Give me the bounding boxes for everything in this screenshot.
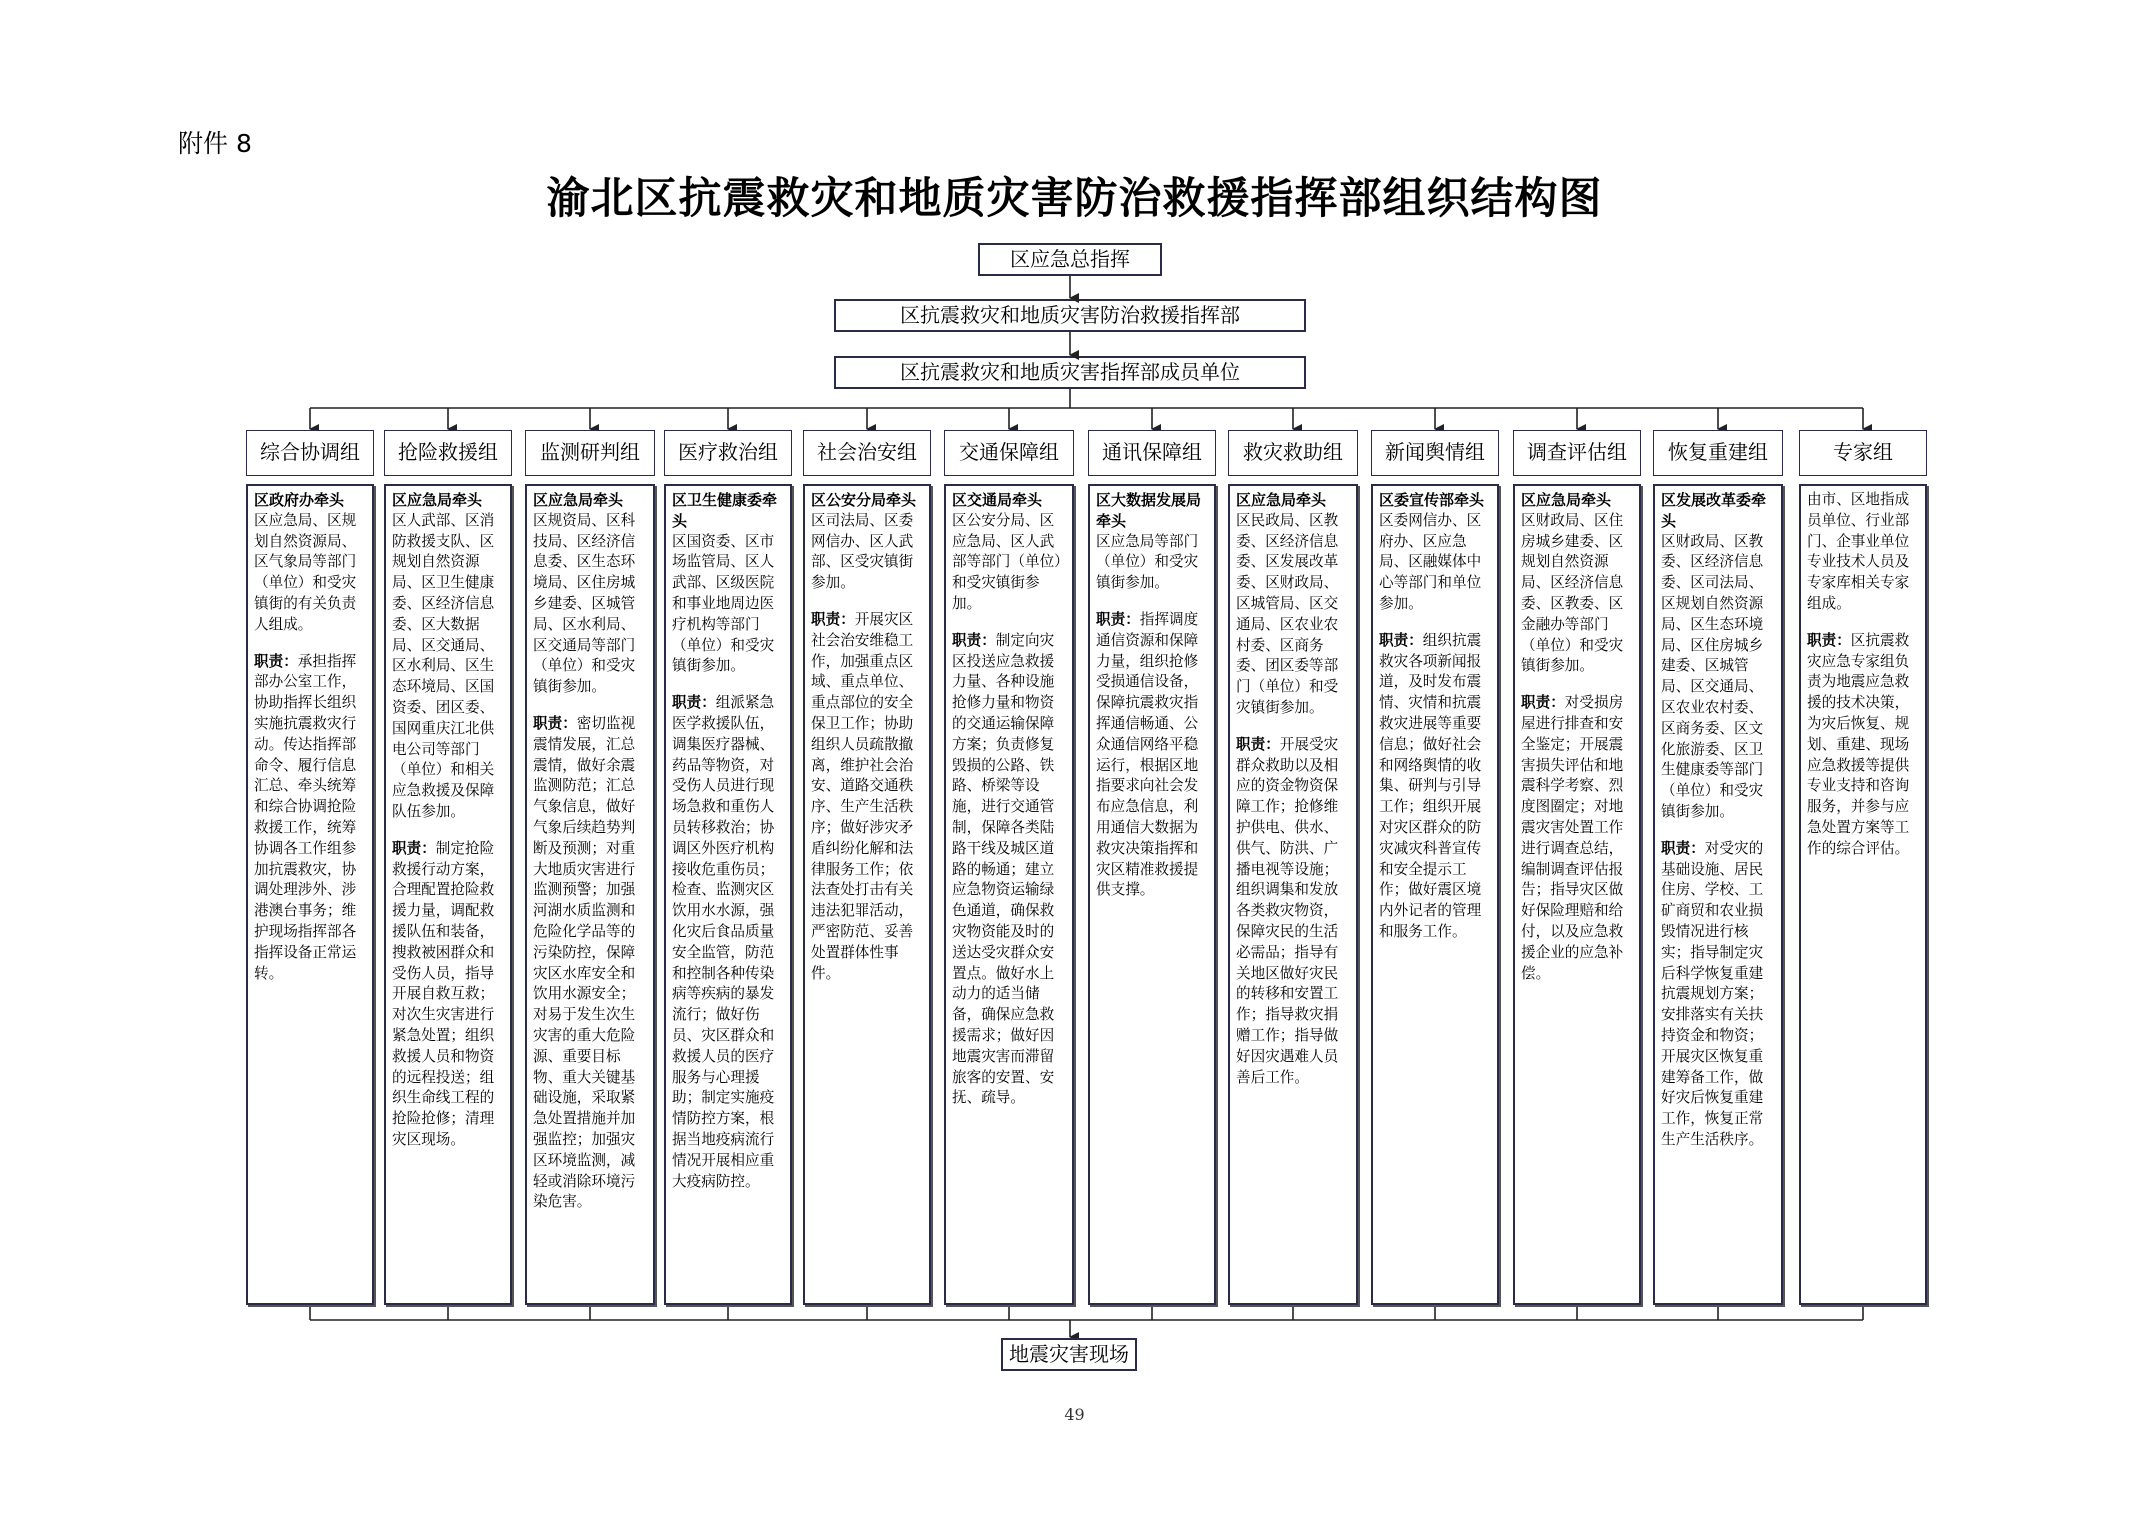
group-members: 区民政局、区教委、区经济信息委、区发展改革委、区财政局、区城管局、区交通局、区农业农村委、区商务委、团区委等部门（单位）和受灾镇街参加。: [1236, 511, 1339, 716]
group-members: 区应急局、区规划自然资源局、区气象局等部门（单位）和受灾镇街的有关负责人组成。: [254, 511, 357, 633]
duty-label: 职责：: [1379, 631, 1423, 649]
duty-text: 制定向灾区投送应急救援力量、各种设施抢修力量和物资的交通运输保障方案；负责修复毁损的公路、铁路、桥梁等设施，进行交通管制，保障各类陆路干线及城区道路的畅通；建立应急物资运输绿色通道，确保救灾物资能及时的送达受灾群众安置点。做好水上动力的适当储备，确保应急救援需求；做好因地震灾害而滞留旅客的安置、安抚、疏导。: [952, 631, 1055, 1107]
group-lead: 区应急局牵头: [1521, 491, 1612, 509]
page-number: 49: [1064, 1405, 1085, 1424]
duty-text: 对受损房屋进行排查和安全鉴定；开展震害损失评估和地震科学考察、烈度图圈定；对地震灾害处置工作进行调查总结，编制调查评估报告；指导灾区做好保险理赔和给付，以及应急救援企业的应急补偿。: [1521, 694, 1624, 982]
group-box-7: [1088, 484, 1216, 1305]
group-title-7: 通讯保障组: [1088, 430, 1216, 476]
group-box-8: [1228, 484, 1358, 1305]
group-lead: 区委宣传部牵头: [1379, 491, 1485, 509]
group-members: 区财政局、区教委、区经济信息委、区司法局、区规划自然资源局、区生态环境局、区住房城乡建委、区城管局、区交通局、区农业农村委、区商务委、区文化旅游委、区卫生健康委等部门（单位）和受灾镇街参加。: [1661, 532, 1764, 820]
group-title-3: 监测研判组: [525, 430, 655, 476]
group-duties: [1661, 839, 1777, 1151]
member-units-box: 区抗震救灾和地质灾害指挥部成员单位: [834, 356, 1306, 389]
group-title-2: 抢险救援组: [384, 430, 512, 476]
attachment-label: 附件 8: [178, 129, 252, 158]
duty-text: 承担指挥部办公室工作，协助指挥长组织实施抗震救灾行动。传达指挥部命令、履行信息汇总、牵头统筹和综合协调抢险救援工作，统筹协调各工作组参加抗震救灾，协调处理涉外、涉港澳台事务；维护现场指挥部各指挥设备正常运转。: [254, 652, 357, 982]
group-members: 区应急局等部门（单位）和受灾镇街参加。: [1096, 532, 1199, 592]
hq-box: 区抗震救灾和地质灾害防治救援指挥部: [834, 299, 1306, 332]
group-lead: 区应急局牵头: [533, 491, 624, 509]
duty-text: 对受灾的基础设施、居民住房、学校、工矿商贸和农业损毁情况进行核实；指导制定灾后科学恢复重建抗震规划方案；安排落实有关扶持资金和物资；开展灾区恢复重建筹备工作，做好灾后恢复重建工作，恢复正常生产生活秩序。: [1661, 839, 1764, 1148]
group-box-12: [1799, 484, 1927, 1305]
duty-label: 职责：: [254, 652, 298, 670]
group-duties: [392, 839, 506, 1151]
group-lead: 区政府办牵头: [254, 491, 345, 509]
group-duties: [533, 714, 649, 1213]
group-title-6: 交通保障组: [944, 430, 1074, 476]
duty-label: 职责：: [1236, 735, 1280, 753]
duty-label: 职责：: [672, 694, 716, 712]
group-members: 区国资委、区市场监管局、区人武部、区级医院和事业地周边医疗机构等部门（单位）和受灾镇街参加。: [672, 532, 775, 675]
group-members: 由市、区地指成员单位、行业部门、企事业单位专业技术人员及专家库相关专家组成。: [1807, 491, 1910, 612]
group-duties: [672, 693, 786, 1192]
group-title-12: 专家组: [1799, 430, 1927, 476]
duty-label: 职责：: [392, 839, 436, 857]
group-title-9: 新闻舆情组: [1371, 430, 1499, 476]
duty-label: 职责：: [952, 631, 996, 649]
duty-label: 职责：: [533, 714, 577, 732]
group-lead: 区发展改革委牵头: [1661, 491, 1767, 530]
duty-label: 职责：: [1096, 610, 1140, 628]
duty-text: 开展灾区社会治安维稳工作，加强重点区域、重点单位、重点部位的安全保卫工作；协助组织人员疏散撤离，维护社会治安、道路交通秩序、生产生活秩序；做好涉灾矛盾纠纷化解和法律服务工作；依法查处打击有关违法犯罪活动，严密防范、妥善处置群体性事件。: [811, 610, 914, 982]
group-lead: 区应急局牵头: [392, 491, 483, 509]
group-box-5: [803, 484, 931, 1305]
page-title: 渝北区抗震救灾和地质灾害防治救援指挥部组织结构图: [546, 174, 1603, 224]
duty-label: 职责：: [1521, 694, 1565, 712]
group-duties: [811, 610, 925, 984]
duty-text: 组织抗震救灾各项新闻报道，及时发布震情、灾情和抗震救灾进展等重要信息；做好社会和网络舆情的收集、研判与引导工作；组织开展对灾区群众的防灾减灾科普宣传和安全提示工作；做好震区境内外记者的管理和服务工作。: [1379, 631, 1482, 940]
spacer: [533, 698, 649, 714]
group-members: 区财政局、区住房城乡建委、区规划自然资源局、区经济信息委、区教委、区金融办等部门（单位）和受灾镇街参加。: [1521, 511, 1624, 675]
spacer: [1096, 594, 1210, 610]
duty-label: 职责：: [1661, 839, 1705, 857]
duty-label: 职责：: [811, 610, 855, 628]
group-box-9: [1371, 484, 1499, 1305]
earthquake-site-box: 地震灾害现场: [1001, 1338, 1137, 1371]
group-title-1: 综合协调组: [246, 430, 374, 476]
duty-text: 开展受灾群众救助以及相应的资金物资保障工作；抢修维护供电、供水、供气、防洪、广播电视等设施；组织调集和发放各类救灾物资，保障灾民的生活必需品；指导有关地区做好灾民的转移和安置工作；指导救灾捐赠工作；指导做好因灾遇难人员善后工作。: [1236, 735, 1339, 1086]
group-members: 区委网信办、区府办、区应急局、区融媒体中心等部门和单位参加。: [1379, 511, 1482, 612]
group-lead: 区应急局牵头: [1236, 491, 1327, 509]
group-lead: 区卫生健康委牵头: [672, 491, 778, 530]
duty-text: 指挥调度通信资源和保障力量，组织抢修受损通信设备，保障抗震救灾指挥通信畅通、公众通信网络平稳运行，根据区地指要求向社会发布应急信息，利用通信大数据为救灾决策指挥和灾区精准救援提供支撑。: [1096, 610, 1199, 899]
spacer: [1807, 615, 1921, 631]
group-title-4: 医疗救治组: [664, 430, 792, 476]
spacer: [672, 677, 786, 693]
spacer: [1236, 719, 1352, 735]
spacer: [392, 823, 506, 839]
group-box-2: [384, 484, 512, 1305]
group-lead: 区公安分局牵头: [811, 491, 917, 509]
commander-box: 区应急总指挥: [978, 243, 1162, 276]
group-members: 区司法局、区委网信办、区人武部、区受灾镇街参加。: [811, 511, 914, 592]
spacer: [1379, 615, 1493, 631]
group-box-3: [525, 484, 655, 1305]
group-title-5: 社会治安组: [803, 430, 931, 476]
group-title-8: 救灾救助组: [1228, 430, 1358, 476]
group-duties: [254, 652, 368, 985]
group-box-1: [246, 484, 374, 1305]
duty-text: 制定抢险救援行动方案，合理配置抢险救援力量，调配救援队伍和装备，搜救被困群众和受伤人员，指导开展自救互救；对次生灾害进行紧急处置；组织救援人员和物资的远程投送；组织生命线工程的抢险抢修；清理灾区现场。: [392, 839, 495, 1148]
group-box-4: [664, 484, 792, 1305]
group-title-11: 恢复重建组: [1653, 430, 1783, 476]
spacer: [1521, 677, 1635, 693]
group-duties: [1096, 610, 1210, 901]
group-members: 区人武部、区消防救援支队、区规划自然资源局、区卫生健康委、区经济信息委、区大数据局、区交通局、区水利局、区生态环境局、区国资委、团区委、国网重庆江北供电公司等部门（单位）和相关应急救援及保障队伍参加。: [392, 511, 495, 820]
group-lead: 区交通局牵头: [952, 491, 1043, 509]
spacer: [952, 615, 1068, 631]
group-lead: 区大数据发展局牵头: [1096, 491, 1202, 530]
group-box-6: [944, 484, 1074, 1305]
spacer: [254, 636, 368, 652]
duty-text: 区抗震救灾应急专家组负责为地震应急救援的技术决策，为灾后恢复、规划、重建、现场应急救援等提供专业支持和咨询服务，并参与应急处置方案等工作的综合评估。: [1807, 631, 1910, 857]
group-duties: [1521, 693, 1635, 984]
duty-text: 组派紧急医学救援队伍，调集医疗器械、药品等物资，对受伤人员进行现场急救和重伤人员转移救治；协调区外医疗机构接收危重伤员；检查、监测灾区饮用水水源，强化灾后食品质量安全监管，防范和控制各种传染病等疾病的暴发流行；做好伤员、灾区群众和救援人员的医疗服务与心理援助；制定实施疫情防控方案，根据当地疫病流行情况开展相应重大疫病防控。: [672, 694, 775, 1190]
group-box-10: [1513, 484, 1641, 1305]
duty-label: 职责：: [1807, 631, 1851, 649]
spacer: [811, 594, 925, 610]
group-members: 区规资局、区科技局、区经济信息委、区生态环境局、区住房城乡建委、区城管局、区水利局、区交通局等部门（单位）和受灾镇街参加。: [533, 511, 636, 696]
group-duties: [1379, 631, 1493, 943]
group-title-10: 调查评估组: [1513, 430, 1641, 476]
group-duties: [1236, 735, 1352, 1089]
spacer: [1661, 823, 1777, 839]
group-duties: [1807, 631, 1921, 860]
group-box-11: [1653, 484, 1783, 1305]
duty-text: 密切监视震情发展，汇总震情，做好余震监测防范；汇总气象信息，做好气象后续趋势判断及预测；对重大地质灾害进行监测预警；加强河湖水质监测和危险化学品等的污染防控，保障灾区水库安全和饮用水源安全；对易于发生次生灾害的重大危险源、重要目标物、重大关键基础设施，采取紧急处置措施并加强监控；加强灾区环境监测，减轻或消除环境污染危害。: [533, 714, 636, 1211]
group-duties: [952, 631, 1068, 1109]
group-members: 区公安分局、区应急局、区人武部等部门（单位）和受灾镇街参加。: [952, 511, 1062, 612]
